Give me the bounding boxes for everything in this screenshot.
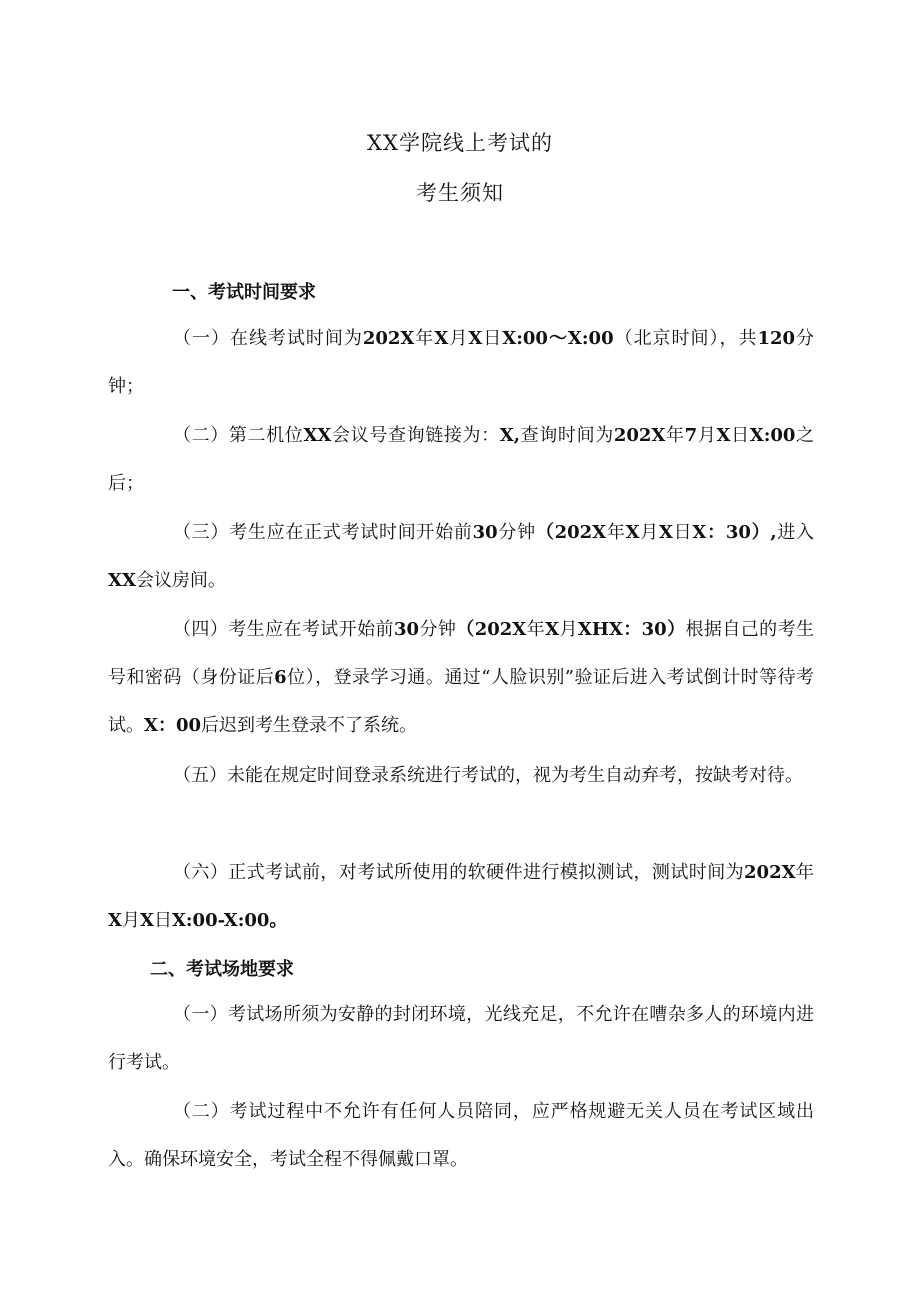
document-title-line2: 考生须知 [416,181,504,205]
section1-item5: （五）未能在规定时间登录系统进行考试的，视为考生自动弃考，按缺考对待。 [173,765,803,786]
section2-item1: （一）考试场所须为安静的封闭环境，光线充足，不允许在嘈杂多人的环境内进行考试。 [108,1004,814,1073]
section1-heading: 一、考试时间要求 [172,282,316,303]
section1-item2: （二）第二机位XX会议号查询链接为：X,查询时间为202X年7月X日X:00之后； [108,425,815,494]
section2-heading: 二、考试场地要求 [150,959,294,980]
section1-item4: （四）考生应在考试开始前30分钟（202X年X月XHX：30）根据自己的考生号和密码（身份证后6位），登录学习通。通过“人脸识别”验证后进入考试倒计时等待考试。X：00后迟到考生登录不了系统。 [108,619,814,736]
document-title-line1: XX学院线上考试的 [367,131,553,155]
section1-item1: （一）在线考试时间为202X年X月X日X:00～X:00（北京时间），共120分钟； [108,328,815,397]
section1-item6: （六）正式考试前，对考试所使用的软硬件进行模拟测试，测试时间为202X年X月X日X:00-X:00。 [108,862,814,931]
section1-item3: （三）考生应在正式考试时间开始前30分钟（202X年X月X日X：30）,进入XX会议房间。 [108,522,815,591]
section2-item2: （二）考试过程中不允许有任何人员陪同，应严格规避无关人员在考试区域出入。确保环境安全，考试全程不得佩戴口罩。 [108,1101,814,1170]
